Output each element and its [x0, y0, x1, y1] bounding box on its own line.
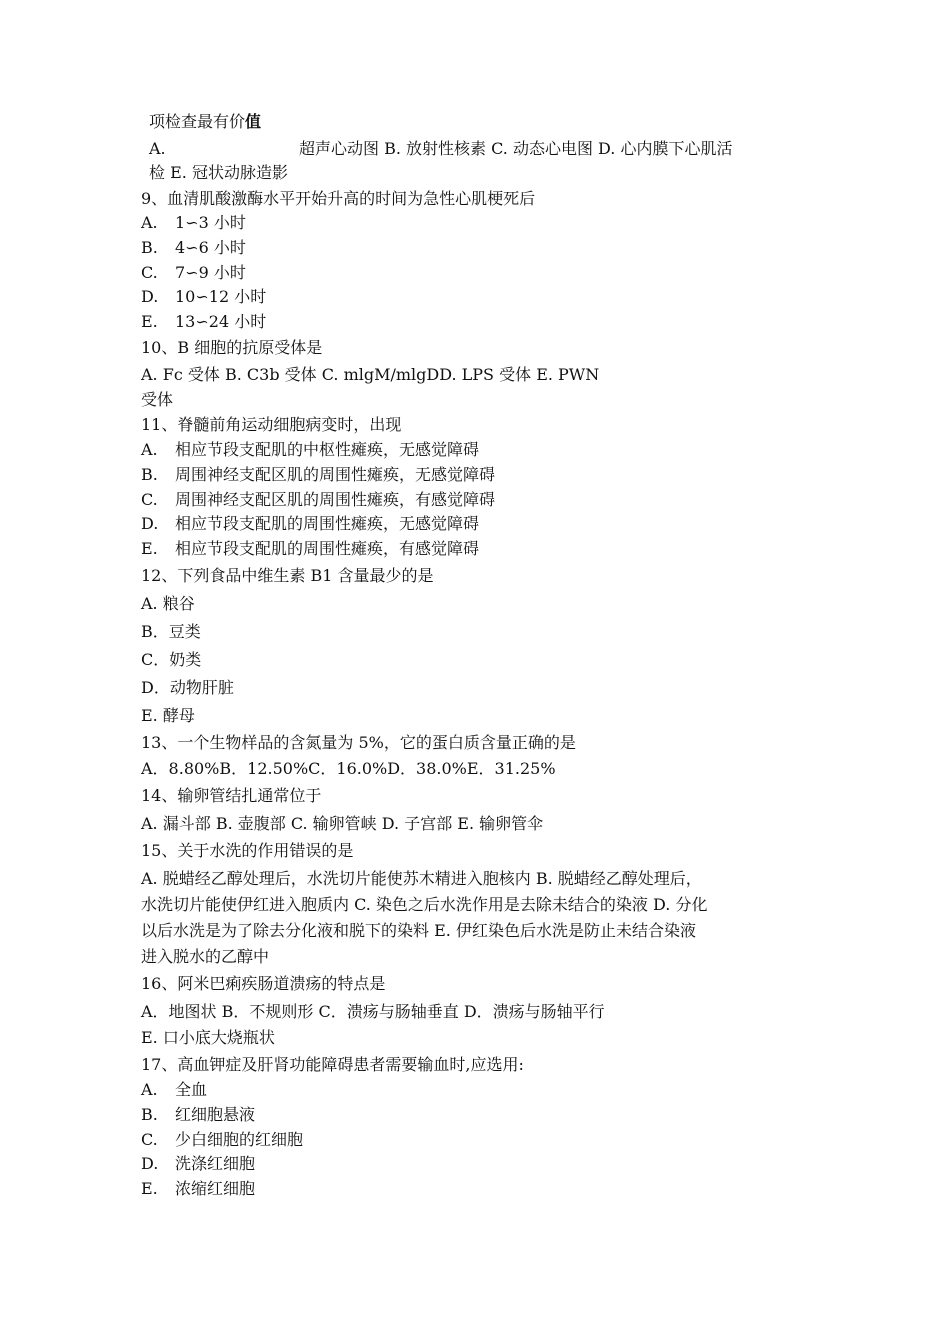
question-12 — [141, 563, 811, 729]
question-stem: 14、输卵管结扎通常位于 — [141, 785, 322, 805]
question-9 — [141, 187, 811, 335]
question-stem: 16、阿米巴痢疾肠道溃疡的特点是 — [141, 973, 386, 993]
question-options-line: A. 脱蜡经乙醇处理后，水洗切片能使苏木精进入胞核内 B. 脱蜡经乙醇处理后， — [141, 868, 702, 888]
question-options: A. 漏斗部 B. 壶腹部 C. 输卵管峡 D. 子宫部 E. 输卵管伞 — [141, 813, 544, 833]
option-b: B. 4∽6 小时 — [141, 237, 246, 257]
question-options: A．地图状 B．不规则形 C．溃疡与肠轴垂直 D．溃疡与肠轴平行 — [141, 1001, 605, 1021]
question-options: A．8.80%B．12.50%C．16.0%D．38.0%E．31.25% — [141, 758, 556, 778]
option-b: B．豆类 — [141, 621, 201, 641]
question-10 — [141, 336, 811, 413]
question-17 — [141, 1052, 811, 1202]
prev-question-options-cont: 检 E. 冠状动脉造影 — [149, 163, 288, 182]
option-e: E. 酵母 — [141, 705, 195, 725]
question-options-line: 进入脱水的乙醇中 — [141, 946, 270, 966]
question-stem: 17、高血钾症及肝肾功能障碍患者需要输血时,应选用: — [141, 1054, 524, 1074]
question-stem: 10、B 细胞的抗原受体是 — [141, 337, 323, 357]
question-stem: 15、关于水洗的作用错误的是 — [141, 840, 354, 860]
question-11 — [141, 413, 811, 561]
option-a: A. 粮谷 — [141, 593, 195, 613]
question-16 — [141, 971, 811, 1051]
question-stem: 12、下列食品中维生素 B1 含量最少的是 — [141, 565, 434, 585]
option-d: D. 洗涤红细胞 — [141, 1154, 256, 1174]
option-e: E. 13∽24 小时 — [141, 312, 267, 332]
question-options-cont: 受体 — [141, 389, 174, 409]
prev-question-tail — [141, 110, 811, 186]
option-c: C．奶类 — [141, 649, 202, 669]
question-14 — [141, 783, 811, 837]
prev-question-stem-tail: 项检查最有价值 — [149, 112, 262, 131]
question-stem: 11、脊髓前角运动细胞病变时，出现 — [141, 415, 402, 435]
option-b: B. 周围神经支配区肌的周围性瘫痪，无感觉障碍 — [141, 464, 496, 484]
option-a: A. 相应节段支配肌的中枢性瘫痪，无感觉障碍 — [141, 439, 480, 459]
question-options: A. Fc 受体 B. C3b 受体 C. mlgM/mlgDD. LPS 受体 E. PWN — [141, 365, 600, 385]
option-e: E. 浓缩红细胞 — [141, 1179, 256, 1199]
document-body — [141, 110, 811, 1202]
question-stem: 9、血清肌酸激酶水平开始升高的时间为急性心肌梗死后 — [141, 188, 536, 208]
option-a: A. 全血 — [141, 1079, 208, 1099]
option-c: C. 7∽9 小时 — [141, 262, 246, 282]
option-c: C. 少白细胞的红细胞 — [141, 1129, 304, 1149]
question-options-line: 水洗切片能使伊红进入胞质内 C. 染色之后水洗作用是去除未结合的染液 D. 分化 — [141, 894, 708, 914]
option-d: D．动物肝脏 — [141, 677, 234, 697]
option-a: A. 1∽3 小时 — [141, 213, 246, 232]
option-b: B. 红细胞悬液 — [141, 1104, 256, 1124]
question-options-line: 以后水洗是为了除去分化液和脱下的染料 E. 伊红染色后水洗是防止未结合染液 — [141, 920, 696, 940]
question-15 — [141, 838, 811, 970]
question-13 — [141, 730, 811, 782]
question-options-cont: E. 口小底大烧瓶状 — [141, 1027, 275, 1047]
option-c: C. 周围神经支配区肌的周围性瘫痪，有感觉障碍 — [141, 489, 496, 509]
question-stem: 13、一个生物样品的含氮量为 5%，它的蛋白质含量正确的是 — [141, 732, 576, 752]
option-d: D. 10∽12 小时 — [141, 287, 267, 307]
option-d: D. 相应节段支配肌的周围性瘫痪，无感觉障碍 — [141, 514, 480, 534]
option-e: E. 相应节段支配肌的周围性瘫痪，有感觉障碍 — [141, 539, 480, 559]
prev-question-options: A. 超声心动图 B. 放射性核素 C. 动态心电图 D. 心内膜下心肌活 — [149, 138, 733, 158]
